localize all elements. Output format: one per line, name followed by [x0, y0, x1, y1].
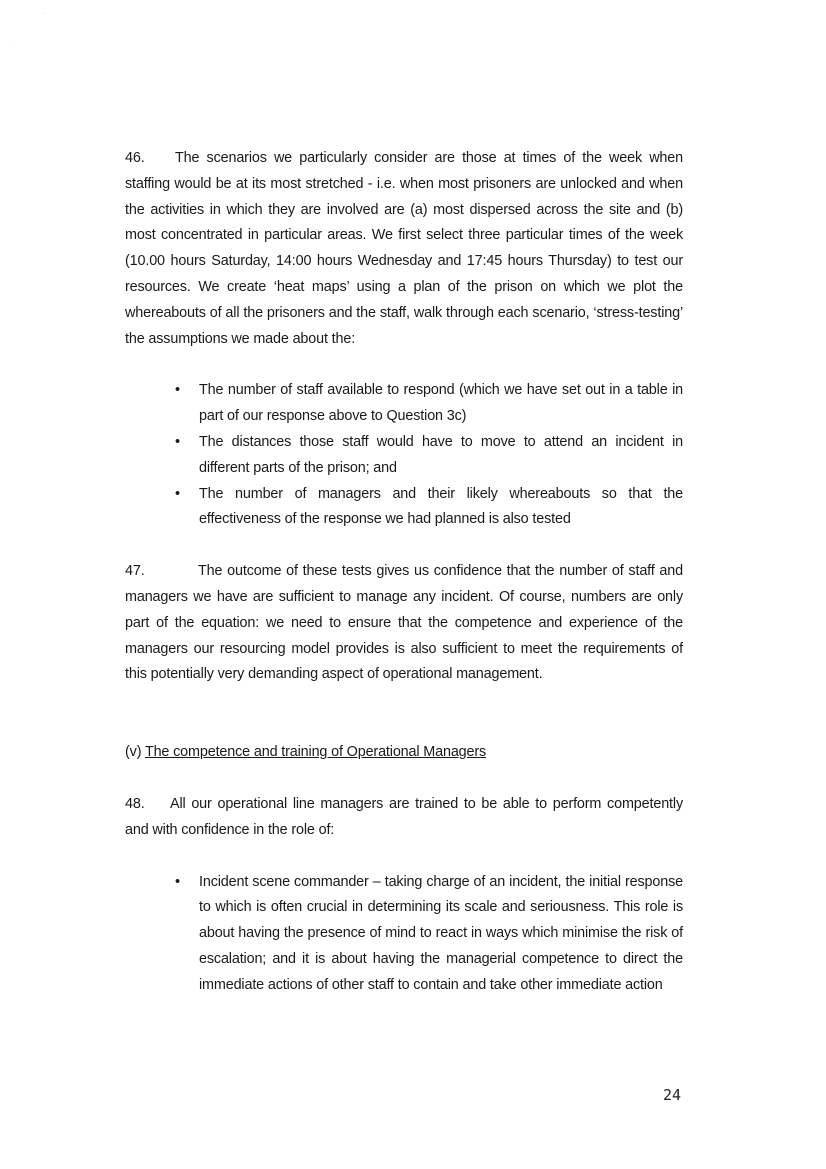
bullet-icon: • — [175, 873, 180, 890]
bullet-icon: • — [175, 433, 180, 450]
bullet-icon: • — [175, 485, 180, 502]
section-prefix: (v) — [125, 744, 142, 761]
page-content — [125, 146, 683, 999]
list-item — [125, 870, 683, 999]
list-item-text: The number of managers and their likely whereabouts so that the effectiveness of the response we had planned is also tested — [199, 485, 683, 528]
section-heading — [125, 740, 683, 766]
bullet-list-48 — [125, 870, 683, 999]
section-title: The competence and training of Operational Managers — [144, 744, 487, 761]
page-number: 24 — [663, 1086, 682, 1104]
paragraph-47 — [125, 559, 683, 688]
paragraph-number: 47. — [125, 563, 145, 580]
bullet-list-46 — [125, 378, 683, 533]
list-item-text: The distances those staff would have to move to attend an incident in different parts of the prison; and — [199, 433, 683, 476]
list-item-text: Incident scene commander – taking charge of an incident, the initial response to which is often crucial in determining its scale and seriousness. This role is about having the presence of mind to react in ways which minimise the risk of escalation; and it is about having the managerial competence to direct the immediate actions of other staff to contain and take other immediate action — [199, 873, 683, 993]
paragraph-number: 46. — [125, 150, 145, 166]
scan-speck: · — [13, 44, 15, 50]
paragraph-text: The outcome of these tests gives us confidence that the number of staff and managers we have are sufficient to manage any incident. Of course, numbers are only part of the equation: we need to ensure that the competence and experience of the managers our resourcing model provides is also sufficient to meet the requirements of this potentially very demanding aspect of operational management. — [125, 563, 683, 683]
paragraph-text: All our operational line managers are trained to be able to perform competently and with confidence in the role of: — [125, 795, 683, 838]
paragraph-46 — [125, 146, 683, 352]
paragraph-number: 48. — [125, 795, 145, 812]
scan-speck: ` — [44, 14, 46, 20]
paragraph-text: The scenarios we particularly consider are those at times of the week when staffing would be at its most stretched - i.e. when most prisoners are unlocked and when the activities in which they are involved are (a) most dispersed across the site and (b) most concentrated in particular areas. We first select three particular times of the week (10.00 hours Saturday, 14:00 hours Wednesday and 17:45 hours Thursday) to test our resources. We create ‘heat maps’ using a plan of the prison on which we plot the whereabouts of all the prisoners and the staff, walk through each scenario, ‘stress-testing’ the assumptions we made about the: — [125, 150, 683, 347]
list-item — [125, 430, 683, 482]
list-item — [125, 482, 683, 534]
list-item — [125, 378, 683, 430]
bullet-icon: • — [175, 382, 180, 399]
list-item-text: The number of staff available to respond (which we have set out in a table in part of our response above to Question 3c) — [199, 382, 683, 425]
paragraph-48 — [125, 792, 683, 844]
